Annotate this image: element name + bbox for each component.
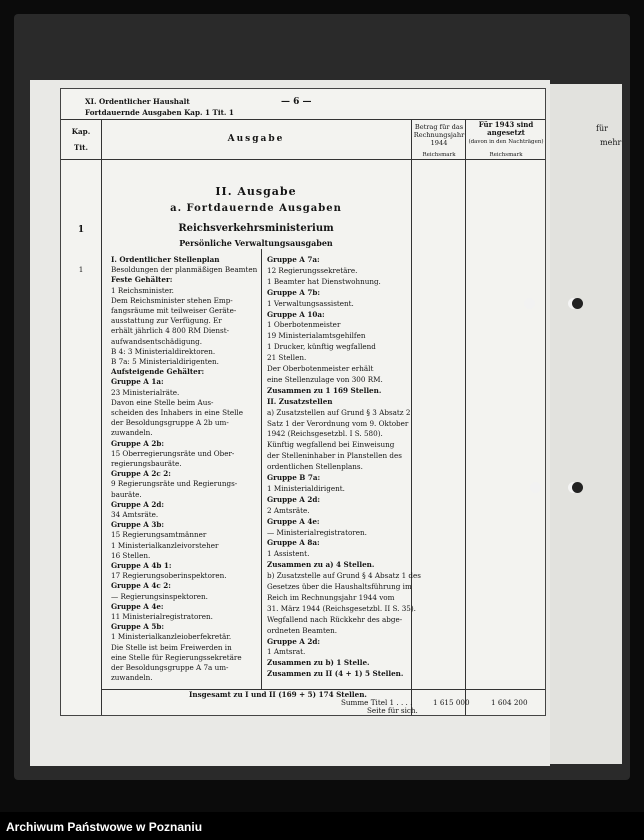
header-title: XI. Ordentlicher Haushalt — [85, 97, 190, 106]
text-line: 2 Amtsräte. — [267, 505, 310, 515]
text-line: erhält jährlich 4 800 RM Dienst- — [111, 326, 230, 336]
adjacent-page-text: für — [596, 124, 608, 133]
text-line: Gruppe A 4e: — [267, 516, 320, 526]
col-1943-sub: (davon in den Nachträgen) — [468, 139, 544, 145]
text-line: 1 Reichsminister. — [111, 285, 174, 295]
text-line: b) Zusatzstelle auf Grund § 4 Absatz 1 des — [267, 571, 421, 581]
text-line: Satz 1 der Verordnung vom 9. Oktober — [267, 418, 409, 428]
text-line: I. Ordentlicher Stellenplan — [111, 255, 220, 264]
punch-hole — [524, 298, 535, 309]
adjacent-page — [550, 84, 622, 764]
text-line: Feste Gehälter: — [111, 275, 173, 285]
text-line: II. Zusatzstellen — [267, 396, 333, 406]
text-line: scheiden des Inhabers in eine Stelle — [111, 408, 243, 417]
col-betrag-label: Betrag für das Rechnungsjahr 1944 — [413, 123, 465, 147]
archive-label: Archiwum Państwowe w Poznaniu — [6, 820, 203, 834]
text-line: Davon eine Stelle beim Aus- — [111, 397, 214, 407]
text-line: 1 Ministerialdirigent. — [267, 483, 345, 493]
text-line: regierungsbauräte. — [111, 459, 182, 468]
text-line: 21 Stellen. — [267, 353, 307, 363]
col-ausgabe-label: Ausgabe — [227, 134, 285, 144]
text-line: Gruppe A 4e: — [111, 601, 164, 611]
text-line: 34 Amtsräte. — [111, 510, 159, 519]
adjacent-page-text: mehr — [600, 138, 622, 147]
summe-1944-value: 1 615 000 — [433, 698, 470, 707]
text-line: fangsräume mit teilweiser Geräte- — [111, 306, 237, 315]
text-line: 31. März 1944 (Reichsgesetzbl. II S. 35). — [267, 603, 416, 613]
text-line: 12 Regierungssekretäre. — [267, 265, 358, 275]
text-line: Künftig wegfallend bei Einweisung — [267, 440, 395, 450]
text-line: Dem Reichsminister stehen Emp- — [111, 295, 233, 305]
text-line: Wegfallend nach Rückkehr des abge- — [267, 614, 403, 624]
text-line: Gesetzes über die Haushaltsführung im — [267, 582, 412, 591]
text-line: 1 Amtsrat. — [267, 647, 306, 657]
text-line: Gruppe A 8a: — [267, 538, 320, 548]
text-line: — Regierungsinspektoren. — [111, 591, 208, 601]
text-line: 1 Beamter hat Dienstwohnung. — [267, 276, 381, 286]
total-line: Insgesamt zu I und II (169 + 5) 174 Stellen. — [189, 690, 367, 699]
header-subtitle: Fortdauernde Ausgaben Kap. 1 Tit. 1 — [85, 108, 234, 117]
ministry-title: Reichsverkehrsministerium — [178, 223, 334, 234]
text-line: Zusammen zu b) 1 Stelle. — [267, 658, 370, 668]
text-line: 1 Ministerialkanzleivorsteher — [111, 540, 219, 550]
text-line: 15 Regierungsamtmänner — [111, 530, 207, 540]
text-line: 17 Regierungsoberinspektoren. — [111, 571, 227, 581]
text-line: Gruppe A 7b: — [267, 287, 321, 297]
column-rule — [411, 119, 412, 715]
kap-number: 1 — [77, 225, 85, 235]
text-line: a) Zusatzstellen auf Grund § 3 Absatz 2 — [267, 407, 411, 417]
col-kap-label: Kap. — [71, 127, 91, 136]
punch-hole — [572, 298, 583, 309]
text-line: 1 Assistent. — [267, 549, 310, 559]
text-line: Gruppe A 2b: — [111, 438, 165, 448]
punch-hole — [530, 482, 541, 493]
text-line: 1 Ministerialkanzleioberfekretär. — [111, 632, 232, 642]
text-line: Der Oberbotenmeister erhält — [267, 364, 374, 373]
text-line: der Stelleninhaber in Planstellen des — [267, 451, 402, 461]
text-line: zuwandeln. — [111, 428, 153, 438]
text-line: 19 Ministerialamtsgehilfen — [267, 331, 366, 341]
text-line: Besoldungen der planmäßigen Beamten — [111, 265, 258, 275]
text-line: zuwandeln. — [111, 673, 153, 683]
text-line: 1 Oberbotenmeister — [267, 320, 341, 330]
summe-label: Summe Titel 1 . . . . — [341, 698, 413, 707]
text-line: Gruppe A 2d: — [267, 494, 321, 504]
text-line: Gruppe B 7a: — [267, 473, 321, 482]
col-1943-unit: Reichsmark — [489, 152, 523, 158]
text-line: Gruppe A 4c 2: — [111, 581, 171, 591]
text-line: eine Stelle für Regierungssekretäre — [111, 652, 242, 662]
text-line: 16 Stellen. — [111, 550, 151, 560]
text-line: 9 Regierungsräte und Regierungs- — [111, 479, 238, 489]
col-1943-label: Für 1943 sind angesetzt — [478, 120, 534, 137]
text-line: B 7a: 5 Ministerialdirigenten. — [111, 357, 219, 366]
text-line: Aufsteigende Gehälter: — [111, 367, 205, 377]
text-line: — Ministerialregistratoren. — [267, 527, 367, 537]
text-line: 1 Drucker, künftig wegfallend — [267, 342, 376, 352]
punch-hole — [572, 482, 583, 493]
text-line: Zusammen zu a) 4 Stellen. — [267, 560, 375, 570]
summe-1943-value: 1 604 200 — [491, 698, 528, 707]
archive-footer — [0, 812, 644, 840]
column-rule — [465, 119, 466, 715]
text-line: 1 Verwaltungsassistent. — [267, 298, 354, 308]
col-betrag-unit: Reichsmark — [422, 152, 456, 158]
text-line: Zusammen zu 1 169 Stellen. — [267, 385, 382, 395]
text-line: ausstattung zur Verfügung. Er — [111, 316, 222, 326]
personnel-title: Persönliche Verwaltungsausgaben — [179, 238, 333, 248]
tit-number: 1 — [78, 265, 84, 274]
text-line: Gruppe A 3b: — [111, 520, 165, 530]
text-line: Die Stelle ist beim Freiwerden in — [111, 642, 232, 652]
text-line: Gruppe A 5b: — [111, 622, 165, 632]
text-line: ordentlichen Stellenplans. — [267, 462, 363, 472]
text-line: B 4: 3 Ministerialdirektoren. — [111, 346, 216, 356]
text-line: Gruppe A 4b 1: — [111, 561, 172, 570]
col-tit-label: Tit. — [74, 143, 88, 152]
text-line: 1942 (Reichsgesetzbl. I S. 580). — [267, 429, 383, 439]
text-line: aufwandsentschädigung. — [111, 336, 202, 346]
text-line: Gruppe A 7a: — [267, 255, 320, 264]
text-line: bauräte. — [111, 489, 142, 499]
text-line: 11 Ministerialregistratoren. — [111, 612, 213, 621]
text-line: Gruppe A 10a: — [267, 309, 325, 319]
text-line: Gruppe A 2c 2: — [111, 469, 171, 479]
text-line: eine Stellenzulage von 300 RM. — [267, 374, 383, 384]
text-line: der Besoldungsgruppe A 7a um- — [111, 663, 229, 672]
text-line: 23 Ministerialräte. — [111, 387, 180, 397]
text-line: Gruppe A 2d: — [267, 636, 321, 646]
text-line: 15 Oberregierungsräte und Ober- — [111, 448, 235, 458]
text-line: Gruppe A 2d: — [111, 499, 165, 509]
text-column-rule — [261, 249, 262, 689]
text-line: der Besoldungsgruppe A 2b um- — [111, 418, 229, 428]
section-title: II. Ausgabe — [215, 185, 297, 198]
subsection-title: a. Fortdauernde Ausgaben — [170, 203, 342, 214]
seite-note: Seite für sich. — [367, 706, 418, 715]
text-line: Gruppe A 1a: — [111, 377, 164, 387]
text-line: ordneten Beamten. — [267, 625, 337, 635]
header-rule — [61, 119, 545, 120]
page-number: — 6 — — [281, 97, 312, 107]
budget-table — [60, 88, 546, 716]
text-line: Reich im Rechnungsjahr 1944 vom — [267, 592, 395, 602]
text-line: Zusammen zu II (4 + 1) 5 Stellen. — [267, 669, 404, 679]
